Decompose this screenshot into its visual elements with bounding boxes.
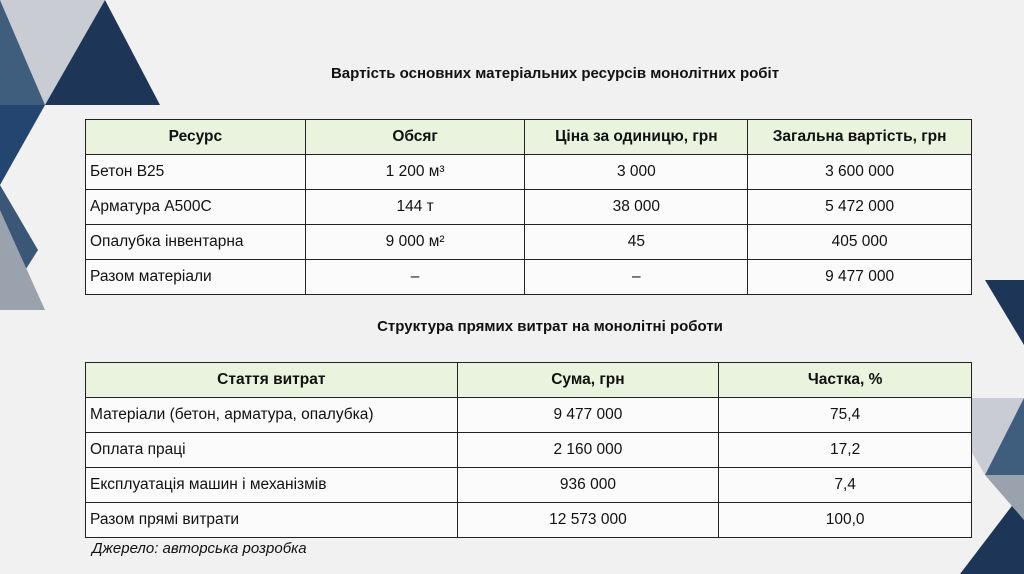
table-cell: 405 000	[748, 225, 972, 260]
table-cell: 17,2	[719, 433, 972, 468]
table-row	[86, 225, 972, 260]
table-row	[86, 155, 972, 190]
table-cell: Бетон В25	[86, 155, 306, 190]
decor-triangle	[985, 280, 1024, 345]
table-total-row	[86, 260, 972, 295]
decor-triangle	[985, 475, 1024, 520]
cost-structure-table-title: Структура прямих витрат на монолітні роботи	[377, 318, 723, 335]
column-header: Ресурс	[86, 120, 306, 155]
materials-table-title: Вартість основних матеріальних ресурсів монолітних робіт	[330, 65, 780, 82]
table-cell: Опалубка інвентарна	[86, 225, 306, 260]
table-cell: 5 472 000	[748, 190, 972, 225]
table-cell: 3 000	[525, 155, 748, 190]
table-cell: –	[525, 260, 748, 295]
decor-triangle	[0, 210, 45, 310]
table-cell: 1 200 м³	[305, 155, 525, 190]
source-note: Джерело: авторська розробка	[92, 540, 307, 557]
table-cell: 9 477 000	[457, 398, 719, 433]
table-cell: 9 477 000	[748, 260, 972, 295]
table-cell: Експлуатація машин і механізмів	[86, 468, 458, 503]
table-cell: –	[305, 260, 525, 295]
table-cell: Матеріали (бетон, арматура, опалубка)	[86, 398, 458, 433]
table-cell: 45	[525, 225, 748, 260]
table-row	[86, 398, 972, 433]
decor-triangle	[0, 0, 45, 105]
table-cell: 3 600 000	[748, 155, 972, 190]
table-row	[86, 468, 972, 503]
table-cell: 144 т	[305, 190, 525, 225]
table-cell: Разом прямі витрати	[86, 503, 458, 538]
column-header: Обсяг	[305, 120, 525, 155]
column-header: Стаття витрат	[86, 363, 458, 398]
table-cell: 75,4	[719, 398, 972, 433]
table-header-row	[86, 363, 972, 398]
decor-triangle	[45, 0, 160, 105]
table-cell: 9 000 м²	[305, 225, 525, 260]
decor-triangle	[985, 398, 1024, 475]
table-cell: 2 160 000	[457, 433, 719, 468]
column-header: Ціна за одиницю, грн	[525, 120, 748, 155]
table-cell: 100,0	[719, 503, 972, 538]
decor-triangle	[0, 0, 105, 105]
table-cell: 38 000	[525, 190, 748, 225]
table-cell: 12 573 000	[457, 503, 719, 538]
table-row	[86, 433, 972, 468]
decor-triangle	[0, 185, 38, 310]
table-cell: 936 000	[457, 468, 719, 503]
materials-table	[85, 119, 972, 295]
cost-structure-table	[85, 362, 972, 538]
table-cell: Арматура А500С	[86, 190, 306, 225]
table-cell: 7,4	[719, 468, 972, 503]
column-header: Сума, грн	[457, 363, 719, 398]
table-row	[86, 190, 972, 225]
table-header-row	[86, 120, 972, 155]
table-cell: Разом матеріали	[86, 260, 306, 295]
table-cell: Оплата праці	[86, 433, 458, 468]
column-header: Загальна вартість, грн	[748, 120, 972, 155]
decor-triangle	[0, 105, 45, 185]
table-total-row	[86, 503, 972, 538]
column-header: Частка, %	[719, 363, 972, 398]
